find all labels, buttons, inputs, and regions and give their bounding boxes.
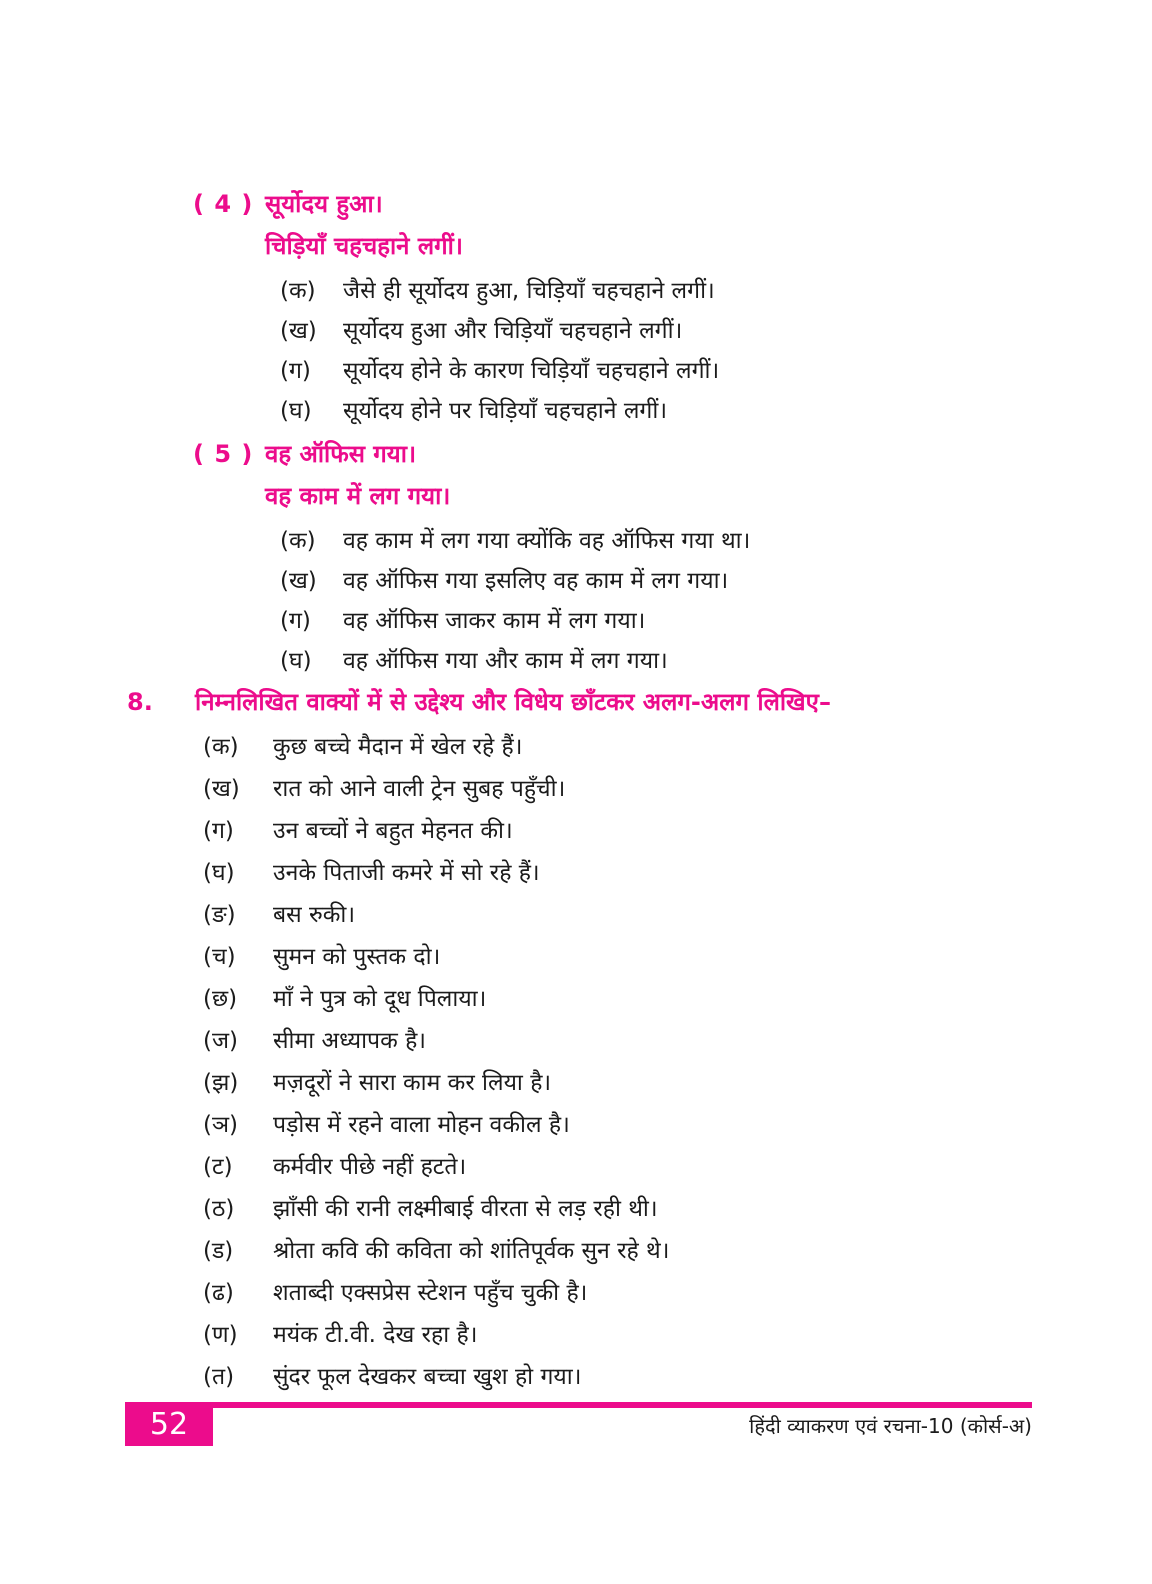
option-text: सूर्योदय हुआ और चिड़ियाँ चहचहाने लगीं। [343, 318, 683, 344]
list-item-label: (ग) [203, 818, 234, 844]
exercise-4 [193, 190, 1092, 424]
list-item [203, 1112, 1092, 1138]
list-item-text: श्रोता कवि की कविता को शांतिपूर्वक सुन रहे थे। [273, 1238, 670, 1264]
list-item-text: कुछ बच्चे मैदान में खेल रहे हैं। [273, 734, 523, 760]
list-item-label: (ख) [203, 776, 240, 802]
list-item [203, 1238, 1092, 1264]
list-item-label: (क) [203, 734, 239, 760]
list-item-text: पड़ोस में रहने वाला मोहन वकील है। [273, 1112, 570, 1138]
exercise-4-stem-text-1: सूर्योदय हुआ। [265, 190, 383, 218]
option-label: (क) [280, 528, 316, 554]
list-item-text: सुंदर फूल देखकर बच्चा खुश हो गया। [273, 1364, 582, 1390]
list-item-label: (त) [203, 1364, 235, 1390]
option-row [280, 358, 1092, 384]
question-8-number: 8. [127, 688, 153, 716]
option-row [280, 568, 1092, 594]
exercise-5-stem-line-1 [193, 440, 1092, 468]
list-item [203, 902, 1092, 928]
list-item-text: सीमा अध्यापक है। [273, 1028, 427, 1054]
page-number-badge [125, 1402, 213, 1446]
option-text: सूर्योदय होने के कारण चिड़ियाँ चहचहाने लगीं। [343, 358, 720, 384]
option-text: सूर्योदय होने पर चिड़ियाँ चहचहाने लगीं। [343, 398, 668, 424]
list-item-text: उन बच्चों ने बहुत मेहनत की। [273, 818, 513, 844]
footer-rule [125, 1402, 1032, 1408]
list-item [203, 944, 1092, 970]
list-item [203, 860, 1092, 886]
option-text: वह ऑफिस गया और काम में लग गया। [343, 648, 668, 674]
option-label: (ग) [280, 608, 311, 634]
option-row [280, 528, 1092, 554]
list-item-text: मज़दूरों ने सारा काम कर लिया है। [273, 1070, 552, 1096]
exercise-4-stem-text-2: चिड़ियाँ चहचहाने लगीं। [265, 232, 463, 260]
list-item-label: (ठ) [203, 1196, 235, 1222]
list-item [203, 818, 1092, 844]
exercise-5-number: ( 5 ) [193, 440, 254, 468]
list-item [203, 1364, 1092, 1390]
list-item-text: मयंक टी.वी. देख रहा है। [273, 1322, 478, 1348]
exercise-4-stem-line-2 [193, 232, 1092, 260]
option-row [280, 318, 1092, 344]
exercise-5 [193, 440, 1092, 674]
page-number: 52 [149, 1406, 189, 1442]
option-text: वह काम में लग गया क्योंकि वह ऑफिस गया था। [343, 528, 751, 554]
exercise-4-stem-line-1 [193, 190, 1092, 218]
option-label: (घ) [280, 648, 312, 674]
option-label: (ख) [280, 318, 317, 344]
list-item-label: (ङ) [203, 902, 236, 928]
list-item [203, 1154, 1092, 1180]
list-item-label: (झ) [203, 1070, 239, 1096]
list-item [203, 1070, 1092, 1096]
list-item [203, 1280, 1092, 1306]
list-item [203, 776, 1092, 802]
list-item [203, 1196, 1092, 1222]
list-item [203, 1028, 1092, 1054]
page-content [0, 190, 1092, 1406]
list-item [203, 1322, 1092, 1348]
book-title: हिंदी व्याकरण एवं रचना-10 (कोर्स-अ) [749, 1414, 1032, 1438]
option-row [280, 648, 1092, 674]
option-label: (ग) [280, 358, 311, 384]
question-8 [127, 688, 1092, 1390]
option-text: वह ऑफिस जाकर काम में लग गया। [343, 608, 646, 634]
question-8-heading-row [127, 688, 1092, 716]
list-item-text: कर्मवीर पीछे नहीं हटते। [273, 1154, 467, 1180]
list-item [203, 986, 1092, 1012]
list-item-text: झाँसी की रानी लक्ष्मीबाई वीरता से लड़ रही थी। [273, 1196, 658, 1222]
list-item-text: रात को आने वाली ट्रेन सुबह पहुँची। [273, 776, 566, 802]
list-item-label: (घ) [203, 860, 235, 886]
exercise-5-stem-text-2: वह काम में लग गया। [265, 482, 451, 510]
list-item-text: उनके पिताजी कमरे में सो रहे हैं। [273, 860, 540, 886]
option-label: (घ) [280, 398, 312, 424]
list-item-text: शताब्दी एक्सप्रेस स्टेशन पहुँच चुकी है। [273, 1280, 588, 1306]
option-label: (क) [280, 278, 316, 304]
exercise-4-options [280, 278, 1092, 424]
list-item-text: बस रुकी। [273, 902, 356, 928]
exercise-5-stem-line-2 [193, 482, 1092, 510]
question-8-heading: निम्नलिखित वाक्यों में से उद्देश्य और विधेय छाँटकर अलग-अलग लिखिए– [195, 688, 831, 716]
list-item-text: माँ ने पुत्र को दूध पिलाया। [273, 986, 487, 1012]
list-item-label: (ढ) [203, 1280, 234, 1306]
exercise-4-number: ( 4 ) [193, 190, 254, 218]
option-row [280, 278, 1092, 304]
list-item [203, 734, 1092, 760]
exercise-5-options [280, 528, 1092, 674]
option-row [280, 398, 1092, 424]
list-item-label: (च) [203, 944, 236, 970]
option-row [280, 608, 1092, 634]
list-item-label: (ट) [203, 1154, 233, 1180]
option-text: जैसे ही सूर्योदय हुआ, चिड़ियाँ चहचहाने लगीं। [343, 278, 715, 304]
option-text: वह ऑफिस गया इसलिए वह काम में लग गया। [343, 568, 729, 594]
list-item-text: सुमन को पुस्तक दो। [273, 944, 441, 970]
exercise-5-stem-text-1: वह ऑफिस गया। [265, 440, 417, 468]
list-item-label: (ड) [203, 1238, 234, 1264]
list-item-label: (ज) [203, 1028, 239, 1054]
list-item-label: (छ) [203, 986, 238, 1012]
list-item-label: (ण) [203, 1322, 238, 1348]
question-8-items [203, 734, 1092, 1390]
list-item-label: (ञ) [203, 1112, 239, 1138]
option-label: (ख) [280, 568, 317, 594]
